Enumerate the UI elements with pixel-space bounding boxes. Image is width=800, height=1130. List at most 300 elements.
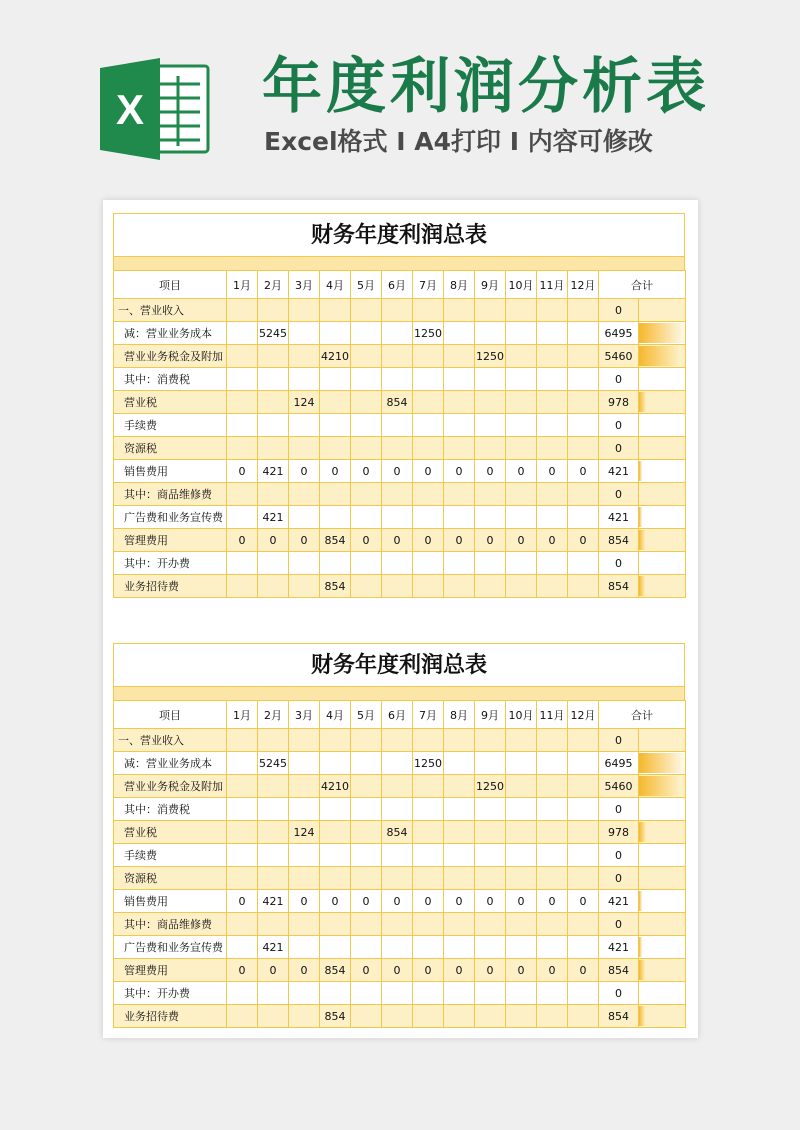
table-cell[interactable]: 0 — [289, 460, 320, 483]
table-cell[interactable]: 0 — [413, 460, 444, 483]
table-cell[interactable]: 1250 — [413, 752, 444, 775]
table-cell[interactable] — [320, 913, 351, 936]
table-cell[interactable] — [413, 414, 444, 437]
table-cell[interactable] — [413, 936, 444, 959]
table-cell[interactable] — [475, 483, 506, 506]
total-cell[interactable]: 6495 — [599, 322, 639, 345]
table-cell[interactable] — [289, 299, 320, 322]
table-cell[interactable] — [227, 798, 258, 821]
table-cell[interactable] — [289, 798, 320, 821]
table-cell[interactable] — [506, 391, 537, 414]
table-cell[interactable]: 1250 — [475, 345, 506, 368]
table-cell[interactable] — [413, 982, 444, 1005]
table-cell[interactable] — [506, 844, 537, 867]
table-cell[interactable]: 421 — [258, 936, 289, 959]
table-cell[interactable] — [258, 483, 289, 506]
table-cell[interactable] — [413, 483, 444, 506]
table-cell[interactable] — [506, 345, 537, 368]
table-cell[interactable] — [475, 752, 506, 775]
table-cell[interactable]: 854 — [382, 821, 413, 844]
table-cell[interactable]: 854 — [320, 1005, 351, 1028]
table-cell[interactable] — [413, 867, 444, 890]
row-label[interactable]: 其中：开办费 — [114, 982, 227, 1005]
total-cell[interactable]: 0 — [599, 552, 639, 575]
table-cell[interactable] — [227, 552, 258, 575]
table-cell[interactable] — [568, 575, 599, 598]
total-cell[interactable]: 421 — [599, 936, 639, 959]
table-cell[interactable] — [382, 936, 413, 959]
table-cell[interactable]: 0 — [351, 959, 382, 982]
table-cell[interactable] — [537, 345, 568, 368]
table-cell[interactable] — [320, 391, 351, 414]
table-cell[interactable] — [568, 936, 599, 959]
table-cell[interactable] — [475, 936, 506, 959]
table-cell[interactable] — [289, 345, 320, 368]
table-cell[interactable] — [227, 867, 258, 890]
table-cell[interactable] — [258, 1005, 289, 1028]
total-cell[interactable]: 0 — [599, 368, 639, 391]
table-cell[interactable] — [537, 575, 568, 598]
table-cell[interactable] — [258, 982, 289, 1005]
table-cell[interactable] — [382, 506, 413, 529]
table-cell[interactable] — [537, 437, 568, 460]
table-cell[interactable]: 0 — [227, 460, 258, 483]
table-cell[interactable] — [382, 575, 413, 598]
table-cell[interactable] — [444, 345, 475, 368]
table-cell[interactable]: 5245 — [258, 752, 289, 775]
table-cell[interactable]: 0 — [227, 529, 258, 552]
table-cell[interactable] — [475, 437, 506, 460]
table-cell[interactable] — [413, 798, 444, 821]
table-cell[interactable]: 0 — [444, 890, 475, 913]
table-cell[interactable] — [320, 821, 351, 844]
table-cell[interactable] — [320, 936, 351, 959]
table-cell[interactable]: 0 — [475, 460, 506, 483]
table-cell[interactable] — [258, 729, 289, 752]
total-cell[interactable]: 0 — [599, 798, 639, 821]
table-cell[interactable] — [475, 575, 506, 598]
table-cell[interactable]: 854 — [382, 391, 413, 414]
table-cell[interactable] — [351, 483, 382, 506]
table-cell[interactable] — [351, 913, 382, 936]
table-cell[interactable]: 421 — [258, 460, 289, 483]
table-cell[interactable] — [320, 844, 351, 867]
table-cell[interactable] — [382, 752, 413, 775]
table-cell[interactable] — [289, 368, 320, 391]
row-label[interactable]: 减：营业业务成本 — [114, 752, 227, 775]
table-cell[interactable] — [506, 913, 537, 936]
table-cell[interactable] — [537, 936, 568, 959]
table-cell[interactable] — [351, 775, 382, 798]
table-cell[interactable] — [227, 483, 258, 506]
table-cell[interactable]: 0 — [351, 529, 382, 552]
table-cell[interactable] — [537, 821, 568, 844]
table-cell[interactable] — [227, 936, 258, 959]
table-cell[interactable] — [413, 368, 444, 391]
table-cell[interactable] — [227, 368, 258, 391]
table-cell[interactable] — [382, 798, 413, 821]
table-cell[interactable] — [382, 483, 413, 506]
table-cell[interactable]: 0 — [444, 529, 475, 552]
row-label[interactable]: 管理费用 — [114, 959, 227, 982]
table-cell[interactable] — [351, 752, 382, 775]
table-cell[interactable] — [227, 299, 258, 322]
table-cell[interactable]: 0 — [382, 460, 413, 483]
total-cell[interactable]: 0 — [599, 483, 639, 506]
row-label[interactable]: 手续费 — [114, 844, 227, 867]
table-cell[interactable] — [475, 867, 506, 890]
table-cell[interactable] — [382, 775, 413, 798]
table-cell[interactable] — [351, 391, 382, 414]
table-cell[interactable]: 0 — [413, 959, 444, 982]
table-cell[interactable] — [320, 552, 351, 575]
table-cell[interactable]: 0 — [289, 959, 320, 982]
table-cell[interactable] — [351, 414, 382, 437]
table-cell[interactable] — [506, 821, 537, 844]
table-cell[interactable] — [537, 844, 568, 867]
table-cell[interactable]: 5245 — [258, 322, 289, 345]
total-cell[interactable]: 5460 — [599, 345, 639, 368]
table-cell[interactable] — [289, 437, 320, 460]
total-cell[interactable]: 978 — [599, 821, 639, 844]
table-cell[interactable] — [568, 729, 599, 752]
table-cell[interactable] — [382, 552, 413, 575]
table-cell[interactable] — [227, 506, 258, 529]
table-cell[interactable] — [289, 506, 320, 529]
table-cell[interactable] — [444, 798, 475, 821]
table-cell[interactable] — [413, 821, 444, 844]
table-cell[interactable] — [227, 391, 258, 414]
table-cell[interactable] — [413, 506, 444, 529]
table-cell[interactable] — [506, 437, 537, 460]
row-label[interactable]: 营业业务税金及附加 — [114, 775, 227, 798]
table-cell[interactable] — [444, 1005, 475, 1028]
table-cell[interactable] — [475, 844, 506, 867]
row-label[interactable]: 营业税 — [114, 391, 227, 414]
table-cell[interactable] — [258, 437, 289, 460]
table-cell[interactable] — [568, 391, 599, 414]
total-cell[interactable]: 854 — [599, 959, 639, 982]
table-cell[interactable] — [351, 844, 382, 867]
table-cell[interactable] — [227, 821, 258, 844]
table-cell[interactable]: 0 — [537, 529, 568, 552]
table-cell[interactable] — [568, 1005, 599, 1028]
table-cell[interactable] — [382, 345, 413, 368]
table-cell[interactable] — [289, 1005, 320, 1028]
row-label[interactable]: 广告费和业务宣传费 — [114, 936, 227, 959]
table-cell[interactable]: 0 — [506, 959, 537, 982]
row-label[interactable]: 销售费用 — [114, 460, 227, 483]
table-cell[interactable] — [537, 414, 568, 437]
table-cell[interactable] — [475, 414, 506, 437]
table-cell[interactable] — [568, 322, 599, 345]
table-cell[interactable] — [320, 368, 351, 391]
table-cell[interactable] — [258, 368, 289, 391]
table-cell[interactable]: 0 — [568, 959, 599, 982]
table-cell[interactable] — [537, 391, 568, 414]
table-cell[interactable]: 0 — [568, 890, 599, 913]
table-cell[interactable] — [227, 345, 258, 368]
table-cell[interactable]: 1250 — [413, 322, 444, 345]
table-cell[interactable] — [475, 729, 506, 752]
table-cell[interactable] — [289, 575, 320, 598]
table-cell[interactable] — [382, 437, 413, 460]
table-cell[interactable]: 0 — [351, 890, 382, 913]
table-cell[interactable] — [506, 506, 537, 529]
table-cell[interactable] — [537, 322, 568, 345]
table-cell[interactable]: 0 — [382, 890, 413, 913]
table-cell[interactable] — [568, 299, 599, 322]
table-cell[interactable] — [475, 368, 506, 391]
total-cell[interactable]: 421 — [599, 890, 639, 913]
table-cell[interactable] — [289, 982, 320, 1005]
table-cell[interactable] — [227, 752, 258, 775]
table-cell[interactable] — [475, 913, 506, 936]
row-label[interactable]: 业务招待费 — [114, 575, 227, 598]
table-cell[interactable] — [258, 575, 289, 598]
table-cell[interactable] — [289, 936, 320, 959]
table-cell[interactable]: 124 — [289, 391, 320, 414]
total-cell[interactable]: 0 — [599, 982, 639, 1005]
table-cell[interactable] — [475, 798, 506, 821]
row-label[interactable]: 营业业务税金及附加 — [114, 345, 227, 368]
row-label[interactable]: 资源税 — [114, 867, 227, 890]
row-label[interactable]: 其中：商品维修费 — [114, 913, 227, 936]
table-cell[interactable]: 0 — [289, 529, 320, 552]
table-cell[interactable] — [382, 867, 413, 890]
table-cell[interactable] — [413, 913, 444, 936]
total-cell[interactable]: 421 — [599, 460, 639, 483]
table-cell[interactable] — [289, 414, 320, 437]
table-cell[interactable]: 0 — [506, 460, 537, 483]
table-cell[interactable] — [506, 1005, 537, 1028]
table-cell[interactable] — [506, 729, 537, 752]
table-cell[interactable] — [475, 322, 506, 345]
row-label[interactable]: 营业税 — [114, 821, 227, 844]
table-cell[interactable] — [537, 368, 568, 391]
table-cell[interactable] — [289, 483, 320, 506]
table-cell[interactable]: 0 — [413, 529, 444, 552]
table-cell[interactable] — [475, 552, 506, 575]
table-cell[interactable] — [351, 729, 382, 752]
total-cell[interactable]: 0 — [599, 844, 639, 867]
table-cell[interactable] — [320, 299, 351, 322]
table-cell[interactable]: 0 — [506, 890, 537, 913]
table-cell[interactable] — [320, 729, 351, 752]
table-cell[interactable] — [537, 867, 568, 890]
row-label[interactable]: 销售费用 — [114, 890, 227, 913]
table-cell[interactable]: 0 — [444, 460, 475, 483]
total-cell[interactable]: 5460 — [599, 775, 639, 798]
table-cell[interactable] — [320, 798, 351, 821]
table-cell[interactable]: 4210 — [320, 775, 351, 798]
table-cell[interactable] — [568, 913, 599, 936]
table-cell[interactable] — [413, 345, 444, 368]
table-cell[interactable]: 0 — [475, 959, 506, 982]
table-cell[interactable] — [568, 798, 599, 821]
table-cell[interactable] — [537, 798, 568, 821]
table-cell[interactable] — [506, 575, 537, 598]
table-cell[interactable] — [475, 506, 506, 529]
total-cell[interactable]: 0 — [599, 729, 639, 752]
row-label[interactable]: 广告费和业务宣传费 — [114, 506, 227, 529]
table-cell[interactable] — [351, 345, 382, 368]
table-cell[interactable] — [444, 391, 475, 414]
table-cell[interactable]: 0 — [258, 529, 289, 552]
table-cell[interactable]: 0 — [227, 890, 258, 913]
table-cell[interactable]: 0 — [289, 890, 320, 913]
table-cell[interactable] — [444, 936, 475, 959]
table-cell[interactable] — [537, 775, 568, 798]
table-cell[interactable] — [351, 1005, 382, 1028]
row-label[interactable]: 手续费 — [114, 414, 227, 437]
table-cell[interactable] — [258, 552, 289, 575]
table-cell[interactable] — [506, 414, 537, 437]
table-cell[interactable] — [351, 437, 382, 460]
table-cell[interactable] — [320, 483, 351, 506]
table-cell[interactable] — [444, 821, 475, 844]
table-cell[interactable] — [506, 936, 537, 959]
table-cell[interactable]: 0 — [382, 959, 413, 982]
table-cell[interactable] — [351, 867, 382, 890]
table-cell[interactable] — [227, 437, 258, 460]
table-cell[interactable] — [289, 913, 320, 936]
table-cell[interactable] — [568, 483, 599, 506]
table-cell[interactable]: 4210 — [320, 345, 351, 368]
table-cell[interactable] — [413, 575, 444, 598]
table-cell[interactable] — [444, 752, 475, 775]
table-cell[interactable]: 854 — [320, 529, 351, 552]
table-cell[interactable] — [320, 506, 351, 529]
row-label[interactable]: 减：营业业务成本 — [114, 322, 227, 345]
table-cell[interactable]: 0 — [382, 529, 413, 552]
table-cell[interactable] — [258, 821, 289, 844]
table-cell[interactable] — [506, 299, 537, 322]
total-cell[interactable]: 6495 — [599, 752, 639, 775]
table-cell[interactable]: 854 — [320, 575, 351, 598]
table-cell[interactable] — [351, 552, 382, 575]
table-cell[interactable] — [568, 368, 599, 391]
table-cell[interactable] — [537, 982, 568, 1005]
table-cell[interactable] — [320, 752, 351, 775]
total-cell[interactable]: 421 — [599, 506, 639, 529]
table-cell[interactable] — [320, 437, 351, 460]
table-cell[interactable] — [227, 844, 258, 867]
table-cell[interactable]: 1250 — [475, 775, 506, 798]
table-cell[interactable] — [258, 844, 289, 867]
table-cell[interactable] — [568, 345, 599, 368]
table-cell[interactable] — [382, 729, 413, 752]
table-cell[interactable]: 124 — [289, 821, 320, 844]
table-cell[interactable] — [506, 752, 537, 775]
table-cell[interactable]: 0 — [537, 959, 568, 982]
table-cell[interactable] — [475, 1005, 506, 1028]
table-cell[interactable] — [444, 299, 475, 322]
table-cell[interactable] — [506, 368, 537, 391]
table-cell[interactable] — [568, 775, 599, 798]
table-cell[interactable] — [537, 913, 568, 936]
table-cell[interactable] — [568, 844, 599, 867]
table-cell[interactable]: 421 — [258, 506, 289, 529]
table-cell[interactable] — [382, 844, 413, 867]
table-cell[interactable] — [506, 775, 537, 798]
total-cell[interactable]: 0 — [599, 437, 639, 460]
table-cell[interactable] — [320, 322, 351, 345]
table-cell[interactable] — [258, 913, 289, 936]
table-cell[interactable] — [320, 414, 351, 437]
table-cell[interactable] — [227, 982, 258, 1005]
table-cell[interactable] — [289, 322, 320, 345]
row-label[interactable]: 其中：开办费 — [114, 552, 227, 575]
table-cell[interactable]: 0 — [351, 460, 382, 483]
table-cell[interactable] — [351, 821, 382, 844]
table-cell[interactable] — [568, 552, 599, 575]
table-cell[interactable] — [444, 982, 475, 1005]
total-cell[interactable]: 0 — [599, 867, 639, 890]
total-cell[interactable]: 0 — [599, 913, 639, 936]
table-cell[interactable] — [444, 552, 475, 575]
table-cell[interactable] — [382, 414, 413, 437]
table-cell[interactable] — [227, 322, 258, 345]
table-cell[interactable]: 0 — [475, 890, 506, 913]
table-cell[interactable] — [444, 729, 475, 752]
table-cell[interactable] — [444, 775, 475, 798]
table-cell[interactable] — [444, 368, 475, 391]
row-label[interactable]: 资源税 — [114, 437, 227, 460]
table-cell[interactable] — [475, 299, 506, 322]
table-cell[interactable] — [351, 299, 382, 322]
row-label[interactable]: 一、营业收入 — [114, 299, 227, 322]
table-cell[interactable]: 0 — [227, 959, 258, 982]
table-cell[interactable] — [506, 552, 537, 575]
table-cell[interactable] — [568, 506, 599, 529]
table-cell[interactable] — [227, 729, 258, 752]
table-cell[interactable] — [227, 575, 258, 598]
table-cell[interactable] — [382, 913, 413, 936]
table-cell[interactable] — [444, 414, 475, 437]
table-cell[interactable] — [351, 936, 382, 959]
table-cell[interactable] — [351, 506, 382, 529]
table-cell[interactable] — [382, 982, 413, 1005]
row-label[interactable]: 一、营业收入 — [114, 729, 227, 752]
table-cell[interactable] — [475, 982, 506, 1005]
total-cell[interactable]: 978 — [599, 391, 639, 414]
table-cell[interactable] — [320, 867, 351, 890]
table-cell[interactable] — [568, 437, 599, 460]
table-cell[interactable]: 0 — [444, 959, 475, 982]
total-cell[interactable]: 854 — [599, 1005, 639, 1028]
table-cell[interactable] — [413, 391, 444, 414]
table-cell[interactable] — [258, 414, 289, 437]
table-cell[interactable] — [289, 867, 320, 890]
table-cell[interactable] — [227, 1005, 258, 1028]
table-cell[interactable] — [568, 982, 599, 1005]
table-cell[interactable] — [382, 299, 413, 322]
table-cell[interactable] — [444, 322, 475, 345]
table-cell[interactable] — [382, 1005, 413, 1028]
table-cell[interactable] — [382, 368, 413, 391]
table-cell[interactable] — [258, 867, 289, 890]
table-cell[interactable] — [289, 775, 320, 798]
row-label[interactable]: 业务招待费 — [114, 1005, 227, 1028]
table-cell[interactable] — [227, 775, 258, 798]
table-cell[interactable] — [444, 575, 475, 598]
table-cell[interactable] — [506, 867, 537, 890]
table-cell[interactable] — [351, 575, 382, 598]
table-cell[interactable] — [568, 821, 599, 844]
total-cell[interactable]: 0 — [599, 414, 639, 437]
table-cell[interactable] — [351, 982, 382, 1005]
